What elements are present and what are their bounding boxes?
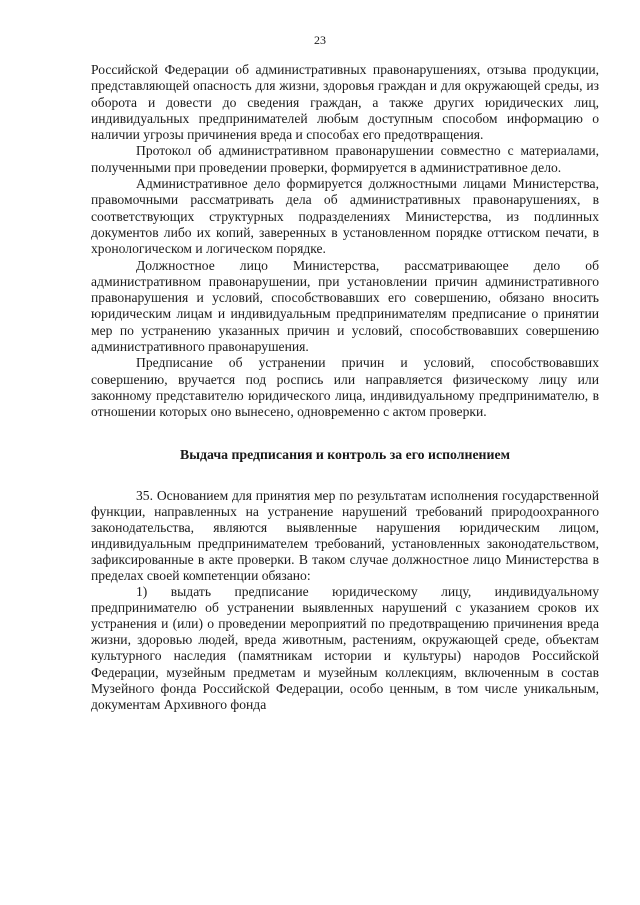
- section-heading: Выдача предписания и контроль за его исполнением: [180, 446, 510, 462]
- page-number: 23: [314, 33, 326, 47]
- paragraph-clause-35: 35. Основанием для принятия мер по результатам исполнения государственной функции, направленных на устранение нарушений требований природоохранного законодательства, являются выявленные нарушения юридическим лицом, индивидуальным предпринимателем требований, установленных законодательством, зафиксированные в акте проверки. В таком случае должностное лицо Министерства в пределах своей компетенции обязано:: [91, 487, 599, 583]
- document-body: [91, 62, 599, 713]
- paragraph-protocol: Протокол об административном правонарушении совместно с материалами, полученными при проведении проверки, формируется в административное дело.: [91, 143, 599, 175]
- paragraph-administrative-case: Административное дело формируется должностными лицами Министерства, правомочными рассматривать дела об административных правонарушениях, в соответствующих структурных подразделениях Министерства, из подлинных документов либо их копий, заверенных в установленном порядке оттиском печати, в хронологическом и логическом порядке.: [91, 176, 599, 257]
- paragraph-prescription-delivery: Предписание об устранении причин и условий, способствовавших совершению, вручается под роспись или направляется физическому лицу или законному представителю юридического лица, индивидуальному предпринимателю, в отношении которых оно вынесено, одновременно с актом проверки.: [91, 355, 599, 420]
- paragraph-official-duties: Должностное лицо Министерства, рассматривающее дело об административном правонарушении, при установлении причин административного правонарушения и условий, способствовавших его совершению, обязано вносить юридическим лицам и индивидуальным предпринимателям предписание о принятии мер по устранению указанных причин и условий, способствовавших совершению административного правонарушения.: [91, 257, 599, 355]
- section-body: [91, 488, 599, 713]
- paragraph-item-1: 1) выдать предписание юридическому лицу, индивидуальному предпринимателю об устранении выявленных нарушений с указанием сроков их устранения и (или) о проведении мероприятий по предотвращению причинения вреда жизни, здоровью людей, вреда животным, растениям, окружающей среде, объектам культурного наследия (памятникам истории и культуры) народов Российской Федерации, музейным предметам и музейным коллекциям, включенным в состав Музейного фонда Российской Федерации, особо ценным, в том числе уникальным, документам Архивного фонда: [91, 584, 599, 712]
- paragraph-continuation: Российской Федерации об административных правонарушениях, отзыва продукции, представляющей опасность для жизни, здоровья граждан и для окружающей среды, из оборота и довести до сведения граждан, а также других юридических лиц, индивидуальных предпринимателей любым доступным способом информацию о наличии угрозы причинения вреда и способах его предотвращения.: [91, 62, 599, 143]
